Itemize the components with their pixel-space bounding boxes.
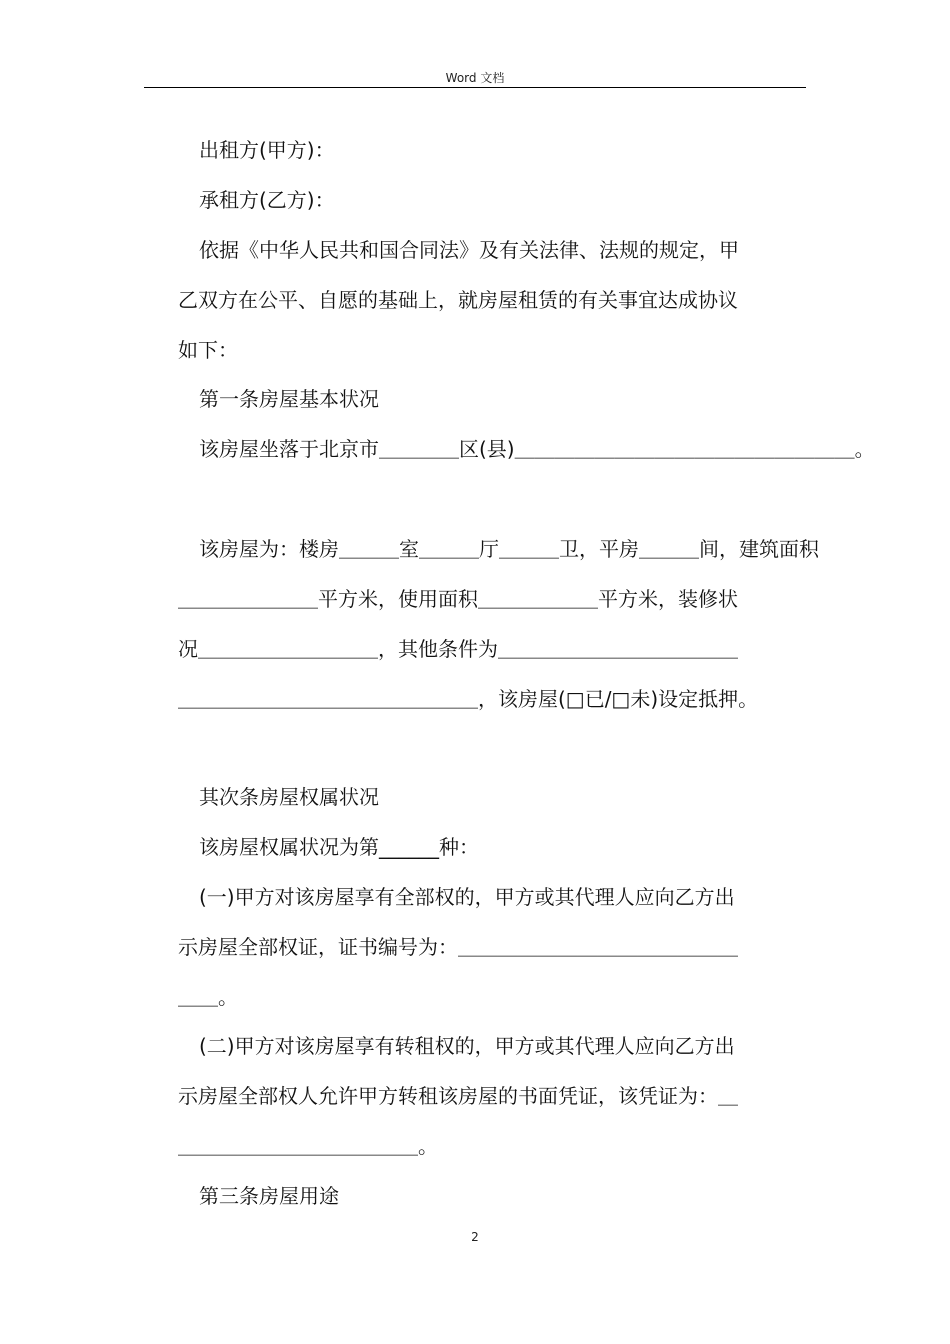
lessor-line: 出租方(甲方)： (199, 138, 335, 162)
house-spec-line-1: 该房屋为：楼房＿＿＿室＿＿＿厅＿＿＿卫，平房＿＿＿间，建筑面积 (199, 537, 819, 561)
house-spec-line-2: ＿＿＿＿＿＿＿平方米，使用面积＿＿＿＿＿＿平方米，装修状 (178, 587, 738, 611)
preamble-line-3: 如下： (178, 338, 238, 362)
article-1-heading: 第一条房屋基本状况 (199, 387, 379, 411)
clause-1-line-2: 示房屋全部权证，证书编号为：＿＿＿＿＿＿＿＿＿＿＿＿＿＿ (178, 935, 738, 959)
header-title: Word 文档 (445, 71, 505, 85)
article-3-heading: 第三条房屋用途 (199, 1184, 339, 1208)
clause-2-line-3: ＿＿＿＿＿＿＿＿＿＿＿＿。 (178, 1134, 438, 1158)
location-line: 该房屋坐落于北京市＿＿＿＿区(县)＿＿＿＿＿＿＿＿＿＿＿＿＿＿＿＿＿。 (199, 437, 875, 461)
house-spec-line-4: ＿＿＿＿＿＿＿＿＿＿＿＿＿＿＿，该房屋(□已/□未)设定抵押。 (178, 687, 759, 711)
clause-1-line-1: (一)甲方对该房屋享有全部权的，甲方或其代理人应向乙方出 (199, 885, 735, 909)
article-2-heading: 其次条房屋权属状况 (199, 785, 379, 809)
house-spec-line-3: 况＿＿＿＿＿＿＿＿＿，其他条件为＿＿＿＿＿＿＿＿＿＿＿＿ (178, 637, 738, 661)
header-divider (144, 87, 806, 88)
preamble-line-2: 乙双方在公平、自愿的基础上，就房屋租赁的有关事宜达成协议 (178, 288, 738, 312)
preamble-line-1: 依据《中华人民共和国合同法》及有关法律、法规的规定，甲 (199, 238, 739, 262)
ownership-type-line: 该房屋权属状况为第______种： (199, 835, 479, 859)
page-number: 2 (471, 1230, 479, 1244)
lessee-line: 承租方(乙方)： (199, 188, 335, 212)
clause-2-line-1: (二)甲方对该房屋享有转租权的，甲方或其代理人应向乙方出 (199, 1034, 735, 1058)
clause-1-line-3: ＿＿。 (178, 985, 238, 1009)
clause-2-line-2: 示房屋全部权人允许甲方转租该房屋的书面凭证，该凭证为：＿ (178, 1084, 738, 1108)
